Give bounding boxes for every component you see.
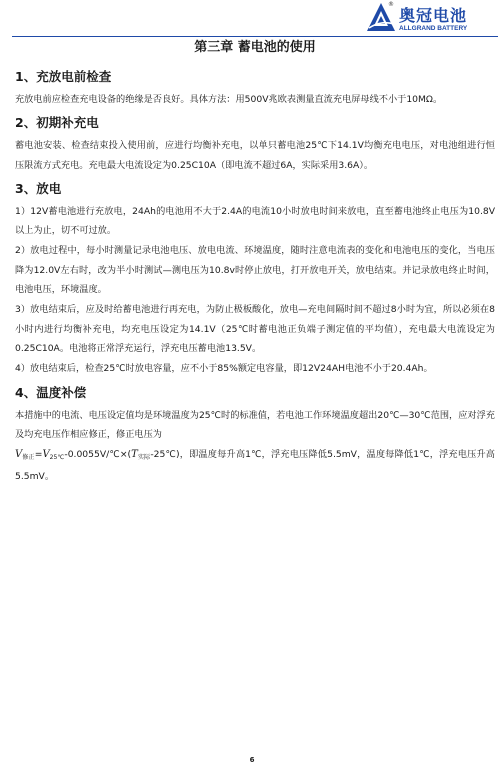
section-heading: 2、初期补充电 (15, 115, 99, 131)
formula-end: -25℃) (150, 449, 180, 461)
section-temperature-compensation (15, 385, 495, 487)
formula-v: V (15, 449, 23, 461)
paragraph: 4）放电结束后，检查25℃时放电容量，应不小于85%额定电容量，即12V24AH电池不小于20.4Ah。 (15, 363, 433, 375)
correction-formula (15, 445, 495, 487)
paragraph: 1）12V蓄电池进行充放电，24Ah的电池用不大于2.4A的电流10小时放电时间来放电，直至蓄电池终止电压为10.8V以上为止，切不可过放。 (15, 205, 495, 237)
formula-mid: -0.0055V/℃×( (64, 449, 132, 461)
section-initial-charge (15, 115, 495, 175)
paragraph: 3）放电结束后，应及时给蓄电池进行再充电，为防止极板酸化，放电—充电间隔时间不超过8小时为宜，所以必须在8小时内进行均衡补充电，均充电压设定为14.1V（25℃时蓄电池正负端子测定值的平均值），充电最大电流设定为0.25C10A。电池将正常浮充运行，浮充电压蓄电池13.5V。 (15, 304, 495, 354)
header-rule (12, 36, 498, 37)
page-header (0, 0, 504, 40)
document-body (15, 40, 495, 493)
section-discharge (15, 181, 495, 379)
paragraph: 蓄电池安装、检查结束投入使用前，应进行均衡补充电，以单只蓄电池25℃下14.1V均衡充电电压，对电池组进行恒压限流方式充电。充电最大电流设定为0.25C10A（即电流不超过6A，实际采用3.6A）。 (15, 140, 495, 171)
section-heading: 3、放电 (15, 180, 62, 196)
paragraph: 本措施中的电流、电压设定值均是环境温度为25℃时的标准值，若电池工作环境温度超出20℃—30℃范围，应对浮充及均充电压作相应修正，修正电压为 (15, 409, 495, 440)
formula-v25: V (42, 449, 50, 461)
formula-sub-actual: 实际 (137, 454, 151, 462)
section-heading: 1、充放电前检查 (15, 69, 112, 84)
formula-sub-corrected: 修正 (22, 454, 35, 462)
section-precheck (15, 69, 495, 109)
logo-text-en: ALLGRAND BATTERY (399, 25, 468, 32)
chapter-title: 第三章 蓄电池的使用 (194, 40, 316, 55)
paragraph: 2）放电过程中，每小时测量记录电池电压、放电电流、环境温度，随时注意电流表的变化和电池电压的变化，当电压降为12.0V左右时，改为半小时测试—测电压为10.8v时停止放电，打开放电开关，放电结束。并记录放电终止时间，电池电压，环境温度。 (15, 245, 495, 296)
logo-text-cn: 奥冠电池 (399, 6, 468, 25)
formula-t: T (131, 449, 138, 461)
section-heading: 4、温度补偿 (15, 384, 87, 400)
company-logo (366, 2, 502, 36)
formula-sub-25: 25℃ (49, 454, 65, 462)
paragraph: 充放电前应检查充电设备的绝缘是否良好。具体方法：用500V兆欧表测量直流充电屏母线不小于10MΩ。 (15, 94, 443, 105)
formula-eq: = (34, 449, 43, 461)
page-number: 6 (249, 756, 255, 764)
registered-mark: ® (388, 1, 394, 8)
formula-tail: ，即温度每升高1℃，浮充电压降低5.5mV，温度每降低1℃，浮充电压升高5.5mV。 (15, 449, 495, 483)
